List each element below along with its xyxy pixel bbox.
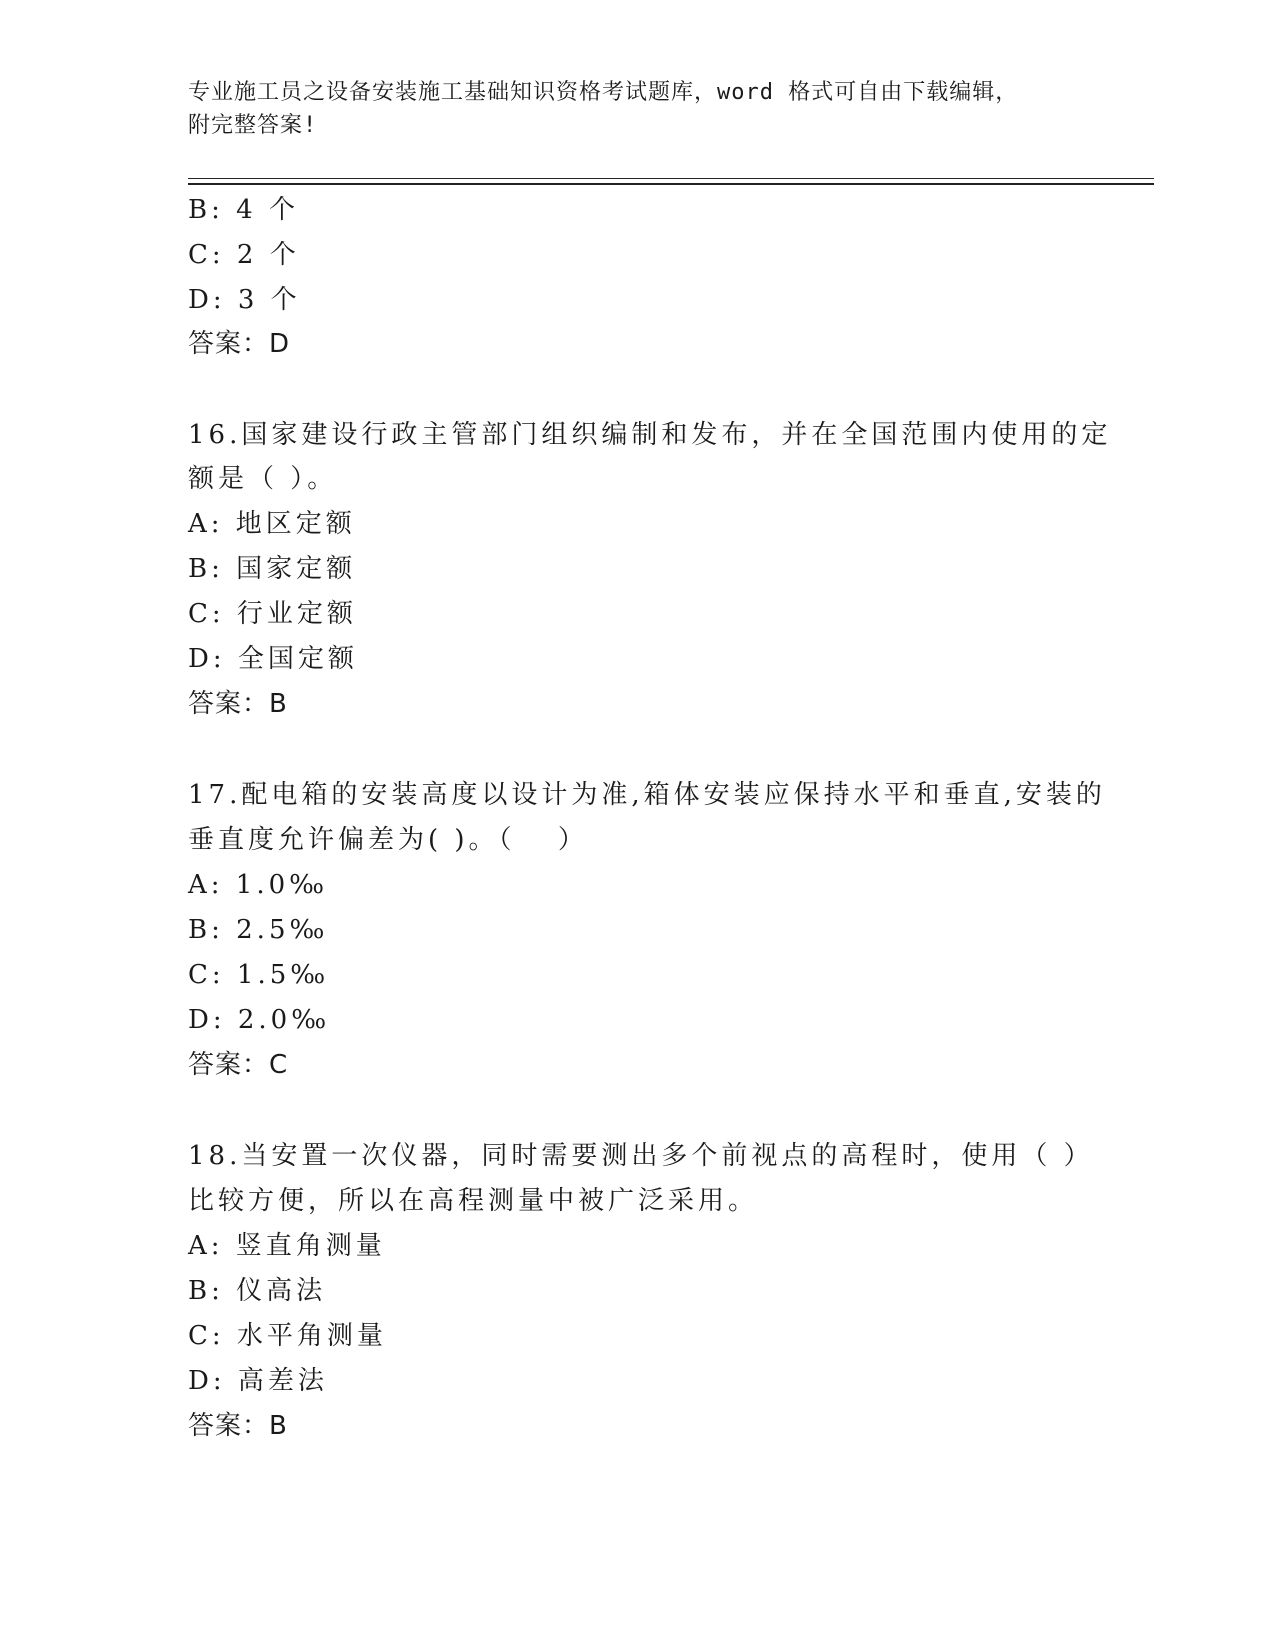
- q16-stem-line-2: 额是（ ）。: [188, 464, 338, 494]
- q17-option-b: B: 2.5‰: [188, 915, 329, 945]
- q15-option-c: C: 2 个: [188, 240, 300, 270]
- q17-option-a: A: 1.0‰: [188, 870, 329, 900]
- q15-option-d: D: 3 个: [188, 285, 301, 315]
- q18-option-b: B: 仪高法: [188, 1276, 327, 1306]
- q17-option-d: D: 2.0‰: [188, 1005, 331, 1035]
- q16-option-c: C: 行业定额: [188, 599, 357, 629]
- q16-option-d: D: 全国定额: [188, 644, 358, 674]
- q18-stem-line-2: 比较方便，所以在高程测量中被广泛采用。: [188, 1186, 759, 1216]
- q18-option-c: C: 水平角测量: [188, 1321, 387, 1351]
- q16-option-a: A: 地区定额: [188, 509, 356, 539]
- q18-answer: 答案：B: [188, 1411, 288, 1441]
- q17-answer: 答案：C: [188, 1050, 289, 1080]
- q18-option-d: D: 高差法: [188, 1366, 328, 1396]
- header-divider-thick: [188, 183, 1154, 185]
- q16-stem-line-1: 16.国家建设行政主管部门组织编制和发布，并在全国范围内使用的定: [188, 420, 1112, 450]
- q17-stem-line-2: 垂直度允许偏差为( )。（ ）: [188, 825, 588, 855]
- document-header: [188, 76, 1068, 142]
- header-title-line-1: 专业施工员之设备安装施工基础知识资格考试题库，word 格式可自由下载编辑，: [188, 80, 1019, 105]
- q17-option-c: C: 1.5‰: [188, 960, 330, 990]
- header-title-line-2: 附完整答案!: [188, 113, 318, 138]
- q18-stem-line-1: 18.当安置一次仪器，同时需要测出多个前视点的高程时，使用（ ）: [188, 1141, 1094, 1171]
- q17-stem-line-1: 17.配电箱的安装高度以设计为准,箱体安装应保持水平和垂直,安装的: [188, 780, 1106, 810]
- q15-option-b: B: 4 个: [188, 195, 299, 225]
- q18-option-a: A: 竖直角测量: [188, 1231, 386, 1261]
- q16-answer: 答案：B: [188, 689, 288, 719]
- q16-option-b: B: 国家定额: [188, 554, 357, 584]
- q15-answer: 答案：D: [188, 329, 291, 359]
- header-divider-thin: [188, 178, 1154, 179]
